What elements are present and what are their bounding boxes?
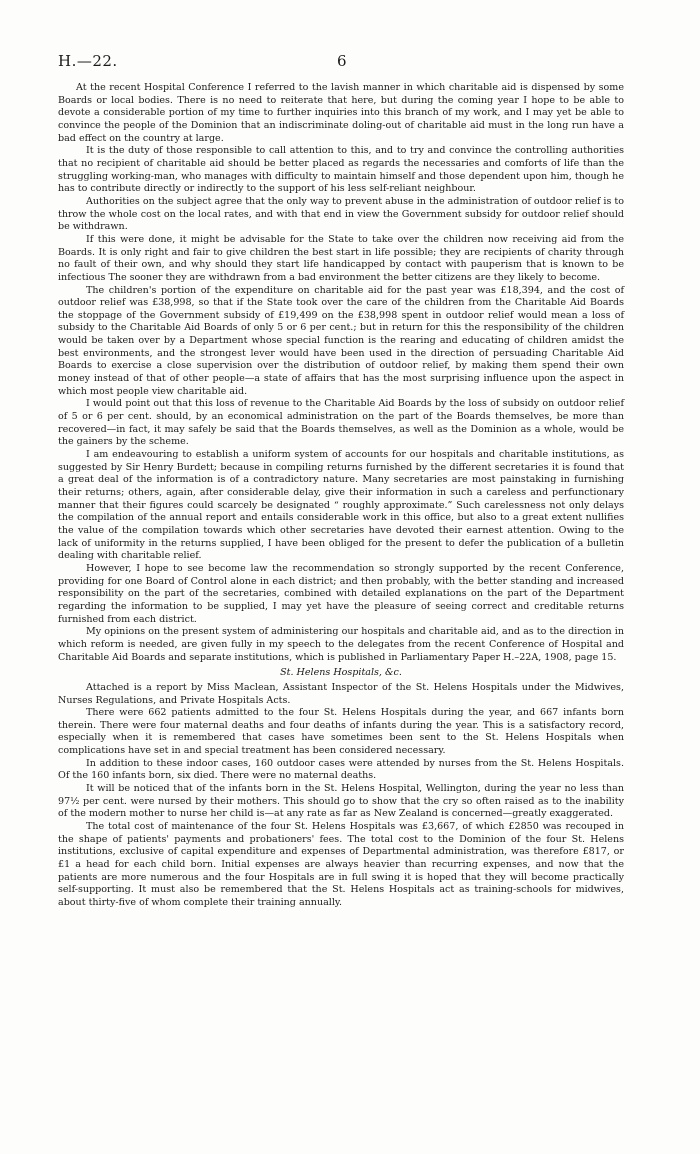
paragraph-maclean-report: Attached is a report by Miss Maclean, Assistant Inspector of the St. Helens Hospitals under the Midwives, Nurses Regulations, and Private Hospitals Acts.: [58, 681, 624, 706]
paragraph-state-children: If this were done, it might be advisable for the State to take over the children now receiving aid from the Boards. It is only right and fair to give children the best start in life possible; they are recipients of charity through no fault of their own, and why should they start life handicapped by contact with pauperism that is known to be infectious The sooner they are withdrawn from a bad environment the better citizens are they likely to become.: [58, 233, 624, 283]
paragraph-loss-of-revenue: I would point out that this loss of revenue to the Charitable Aid Boards by the loss of subsidy on outdoor relief of 5 or 6 per cent. should, by an economical administration on the part of the Boards themselves, be more than recovered—in fact, it may safely be said that the Boards themselves, as well as the Dominion as a whole, would be the gainers by the scheme.: [58, 398, 624, 448]
paragraph-board-of-control: However, I hope to see become law the recommendation so strongly supported by the recent Conference, providing for one Board of Control alone in each district; and then probably, with the better standing and increased responsibility on the part of the secretaries, combined with detailed explanations on the part of the Department regarding the information to be supplied, I may yet have the pleasure of seeing correct and creditable returns furnished from each district.: [58, 562, 624, 625]
paragraph-patients-admitted: There were 662 patients admitted to the four St. Helens Hospitals during the year, and 667 infants born therein. There were four maternal deaths and four deaths of infants during the year. This is a satisfactory record, especially when it is remembered that cases have sometimes been sent to the St. Helens Hospitals when complications have set in and special treatment has been considered necessary.: [58, 707, 624, 757]
section-heading-st-helens: St. Helens Hospitals, &c.: [280, 667, 402, 679]
report-body: [58, 82, 624, 910]
paper-reference: H.—22.: [58, 52, 118, 70]
page-number: 6: [337, 52, 347, 70]
paragraph-duty-of-authorities: It is the duty of those responsible to call attention to this, and to try and convince the controlling authorities that no recipient of charitable aid should be better placed as regards the necessaries and comforts of life than the struggling working-man, who manages with difficulty to maintain himself and those dependent upon him, though he has to contribute directly or indirectly to the support of his less self-reliant neighbour.: [58, 145, 624, 195]
paragraph-outdoor-cases: In addition to these indoor cases, 160 outdoor cases were attended by nurses from the St. Helens Hospitals. Of the 160 infants born, six died. There were no maternal deaths.: [58, 757, 624, 782]
paragraph-uniform-accounts: I am endeavouring to establish a uniform system of accounts for our hospitals and charitable institutions, as suggested by Sir Henry Burdett; because in compiling returns furnished by the different secretaries it is found that a great deal of the information is of a contradictory nature. Many secretaries are most painstaking in furnishing their returns; others, again, after considerable delay, give their information in such a careless and perfunctionary manner that their figures could scarcely be designated “ roughly approximate.” Such carelessness not only delays the compilation of the annual report and entails considerable work in this office, but also to a great extent nullifies the value of the compilation towards which other secretaries have devoted their earnest attention. Owing to the lack of uniformity in the returns supplied, I have been obliged for the present to defer the publication of a bulletin dealing with charitable relief.: [58, 449, 624, 562]
paragraph-children-expenditure: The children's portion of the expenditure on charitable aid for the past year was £18,394, and the cost of outdoor relief was £38,998, so that if the State took over the care of the children from the Charitable Aid Boards the stoppage of the Government subsidy of £19,499 on the £38,998 spent in outdoor relief would mean a loss of subsidy to the Charitable Aid Boards of only 5 or 6 per cent.; but in return for this the responsibility of the children would be taken over by a Department whose special function is the rearing and educating of children amidst the best environments, and the strongest lever would have been used in the direction of persuading Charitable Aid Boards to exercise a close supervision over the distribution of outdoor relief, by making them spend their own money instead of that of other people—a state of affairs that has the most surprising influence upon the aspect in which most people view charitable aid.: [58, 284, 624, 397]
paragraph-hospital-conference: At the recent Hospital Conference I referred to the lavish manner in which charitable aid is dispensed by some Boards or local bodies. There is no need to reiterate that here, but during the coming year I hope to be able to devote a considerable portion of my time to further inquiries into this branch of my work, and I may yet be able to convince the people of the Dominion that an indiscriminate doling-out of charitable aid must in the long run have a bad effect on the country at large.: [58, 82, 624, 144]
paragraph-maintenance-cost: The total cost of maintenance of the four St. Helens Hospitals was £3,667, of which £2850 was recouped in the shape of patients' payments and probationers' fees. The total cost to the Dominion of the four St. Helens institutions, exclusive of capital expenditure and expenses of Departmental administration, was therefore £817, or £1 a head for each child born. Initial expenses are always heavier than recurring expenses, and now that the patients are more numerous and the four Hospitals are in full swing it is hoped that they will become practically self-supporting. It must also be remembered that the St. Helens Hospitals act as training-schools for midwives, about thirty-five of whom complete their training annually.: [58, 821, 624, 908]
paragraph-opinions: My opinions on the present system of administering our hospitals and charitable aid, and as to the direction in which reform is needed, are given fully in my speech to the delegates from the recent Conference of Hospital and Charitable Aid Boards and separate institutions, which is published in Parliamentary Paper H.–22A, 1908, page 15.: [58, 626, 624, 663]
paragraph-nursing-mothers: It will be noticed that of the infants born in the St. Helens Hospital, Wellington, during the year no less than 97½ per cent. were nursed by their mothers. This should go to show that the cry so often raised as to the inability of the modern mother to nurse her child is—at any rate as far as New Zealand is concerned—greatly exaggerated.: [58, 783, 624, 820]
paragraph-outdoor-relief: Authorities on the subject agree that the only way to prevent abuse in the administration of outdoor relief is to throw the whole cost on the local rates, and with that end in view the Government subsidy for outdoor relief should be withdrawn.: [58, 195, 624, 233]
page-header: [58, 52, 628, 72]
